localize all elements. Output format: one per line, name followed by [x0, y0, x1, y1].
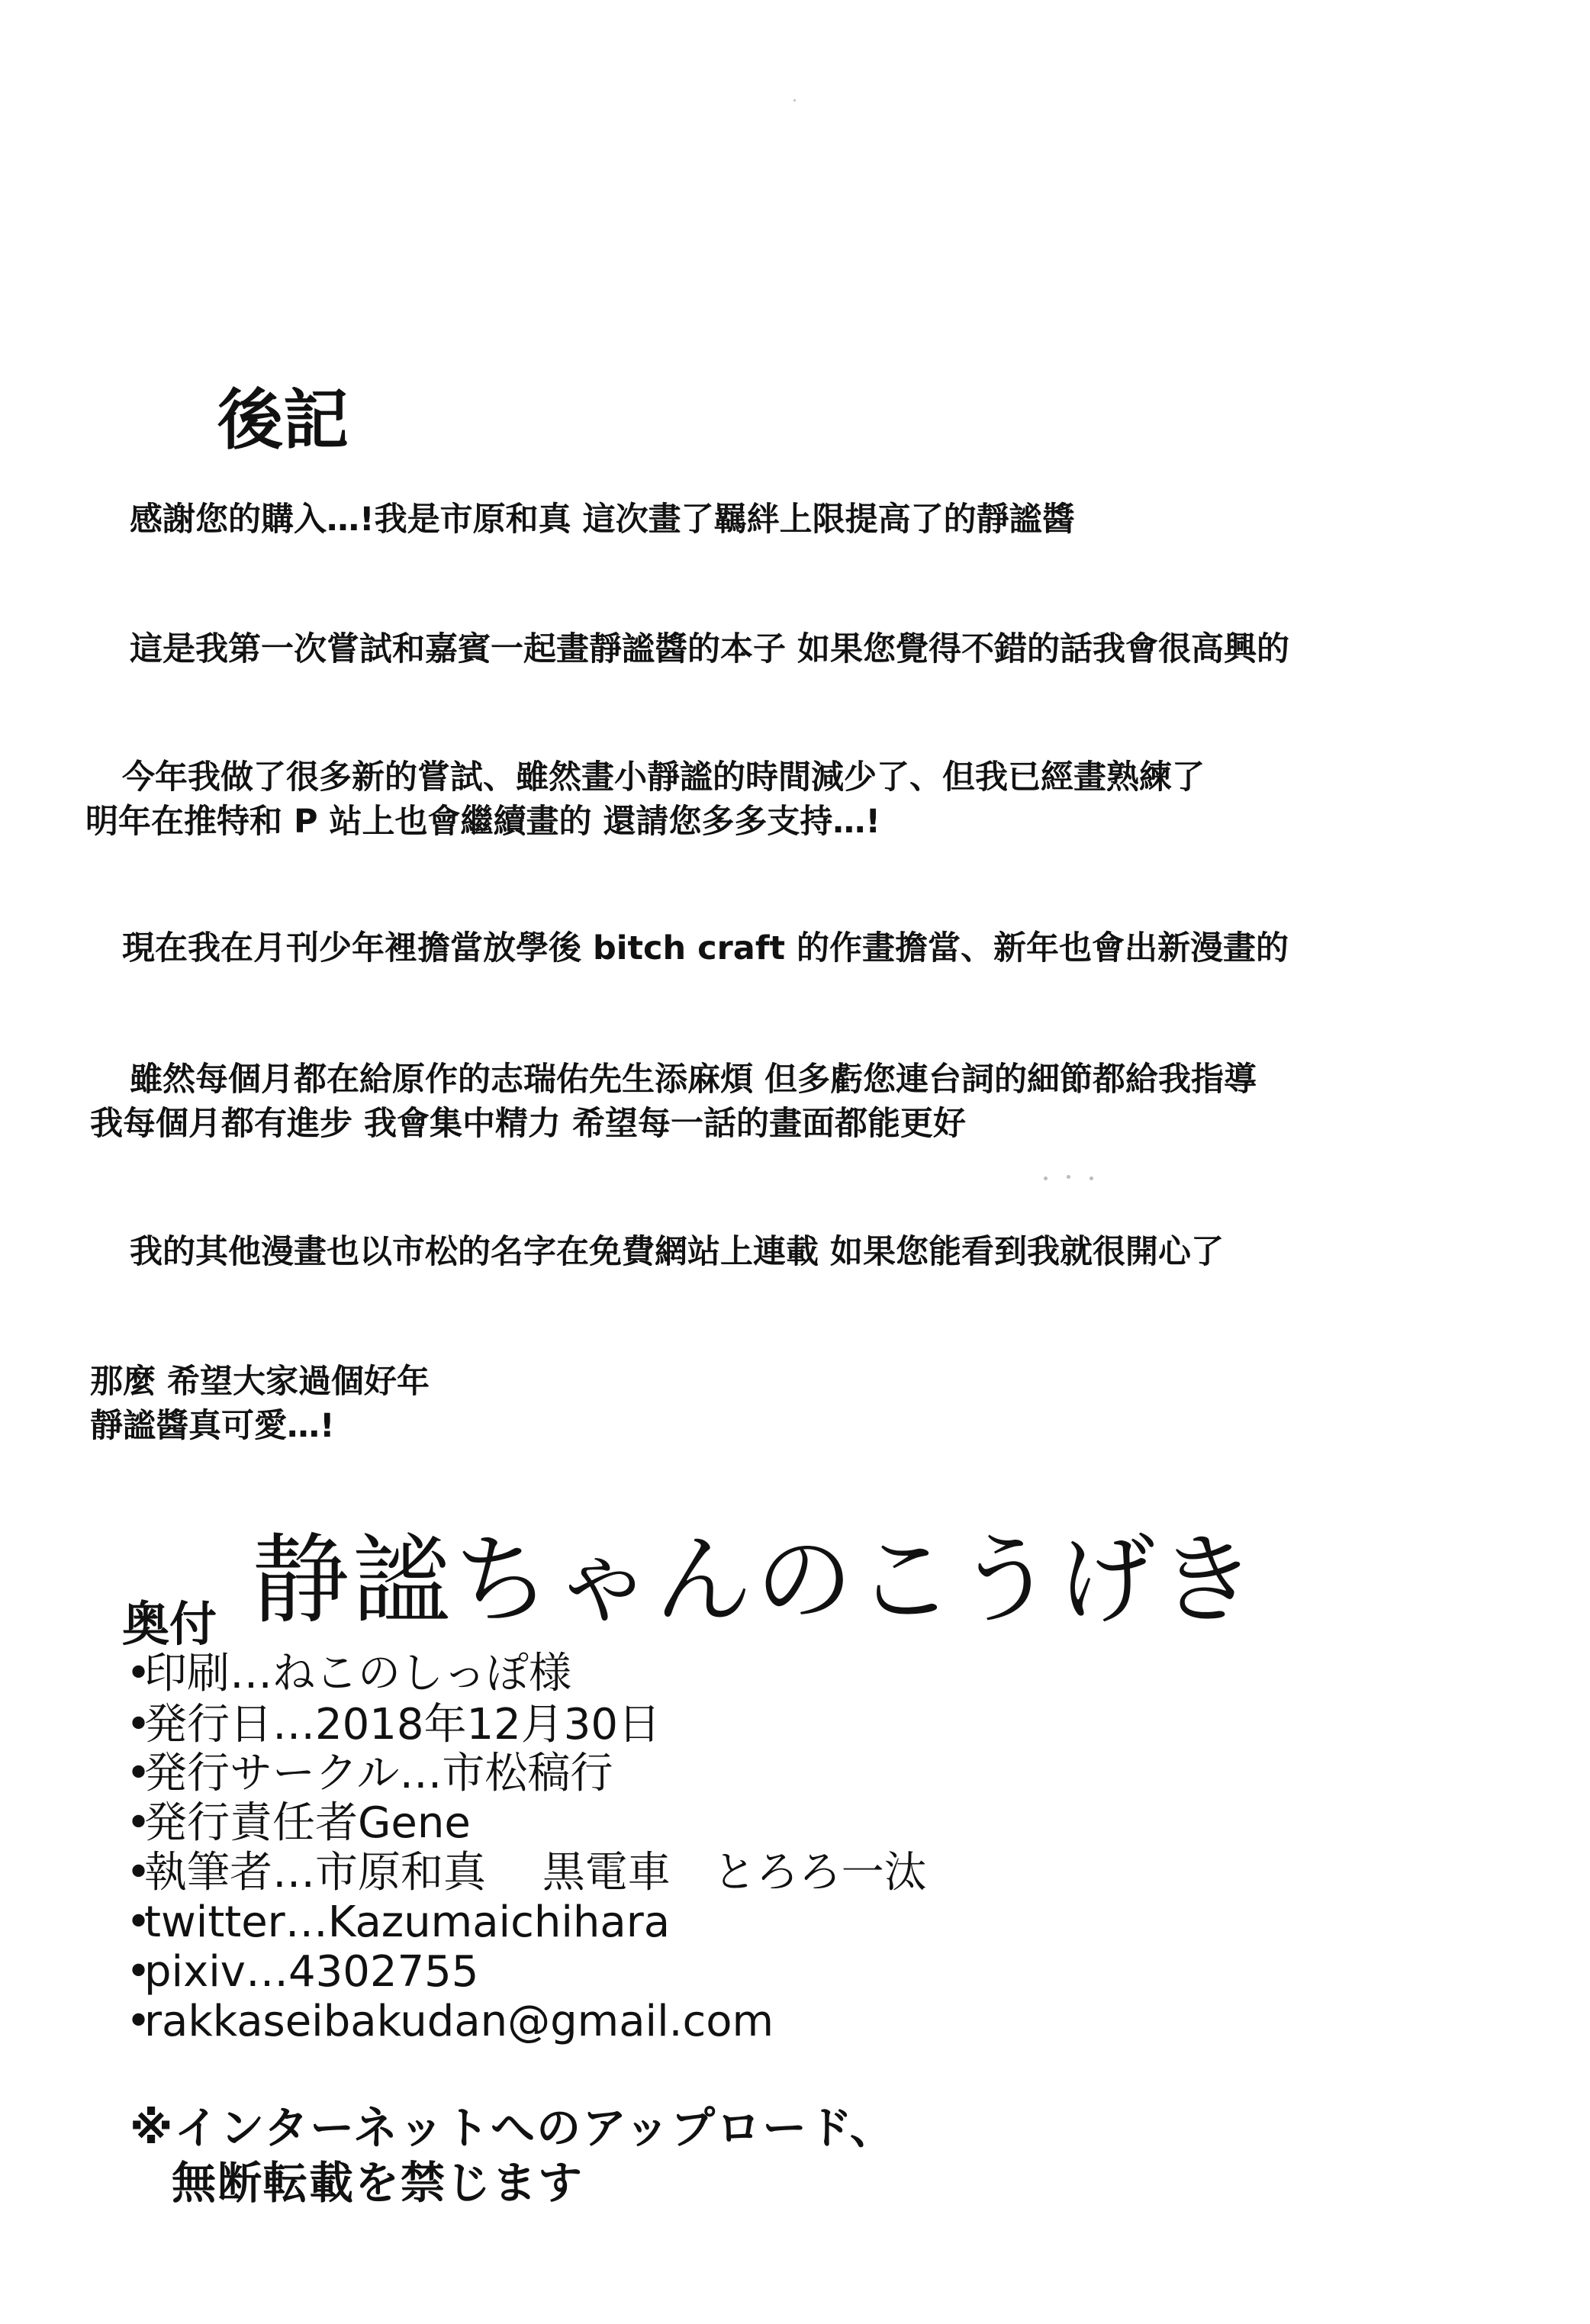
- colophon-item-text: twitter…Kazumaichihara: [144, 1898, 671, 1947]
- bullet: •: [126, 1898, 152, 1947]
- afterword-line-1: 感謝您的購入…!我是市原和真 這次畫了羈絆上限提高了的靜謐醬: [130, 501, 1075, 539]
- colophon-item-circle: [126, 1749, 613, 1798]
- colophon-item-text: rakkaseibakudan@gmail.com: [144, 1997, 774, 2046]
- colophon-item-text: 印刷…ねこのしっぽ様: [144, 1649, 571, 1698]
- bullet: •: [126, 1947, 152, 1997]
- colophon-item-authors: [126, 1848, 927, 1898]
- afterword-line-2: 這是我第一次嘗試和嘉賓一起畫靜謐醬的本子 如果您覺得不錯的話我會很高興的: [130, 630, 1289, 668]
- colophon-item-text: 発行責任者Gene: [144, 1798, 471, 1848]
- afterword-line-5: 現在我在月刊少年裡擔當放學後 bitch craft 的作畫擔當、新年也會出新漫畫的: [122, 929, 1289, 967]
- bullet: •: [126, 1798, 152, 1848]
- colophon-item-printer: [126, 1649, 571, 1698]
- colophon-notice-line-2: 無断転載を禁じます: [172, 2157, 584, 2209]
- bullet: •: [126, 1848, 152, 1898]
- afterword-line-6: 雖然每個月都在給原作的志瑞佑先生添麻煩 但多虧您連台詞的細節都給我指導: [130, 1061, 1257, 1099]
- bullet: •: [126, 1649, 152, 1698]
- colophon-notice-line-1: ※インターネットへのアップロード、: [130, 2102, 896, 2154]
- bullet: •: [126, 1700, 152, 1749]
- colophon-item-date: [126, 1700, 661, 1749]
- colophon-label: 奥付: [122, 1596, 217, 1652]
- bullet: •: [126, 1997, 152, 2046]
- colophon-item-text: 発行日…2018年12月30日: [144, 1700, 661, 1749]
- colophon-item-twitter: [126, 1898, 671, 1947]
- afterword-line-4: 明年在推特和 P 站上也會繼續畫的 還請您多多支持…!: [85, 803, 881, 841]
- colophon-item-text: 執筆者…市原和真 黒電車 とろろ一汰: [144, 1848, 927, 1898]
- scan-speck: [793, 99, 796, 101]
- scan-speck: [1044, 1176, 1048, 1180]
- afterword-title: 後記: [217, 382, 349, 459]
- colophon-item-email: [126, 1997, 774, 2046]
- afterword-line-7: 我每個月都有進步 我會集中精力 希望每一話的畫面都能更好: [90, 1105, 966, 1143]
- colophon-item-publisher: [126, 1798, 471, 1848]
- colophon-item-text: 発行サークル…市松稿行: [144, 1749, 613, 1798]
- afterword-line-10: 靜謐醬真可愛…!: [90, 1407, 335, 1445]
- afterword-line-3: 今年我做了很多新的嘗試、雖然畫小靜謐的時間減少了、但我已經畫熟練了: [122, 758, 1205, 797]
- bullet: •: [126, 1749, 152, 1798]
- scan-speck: [1090, 1176, 1093, 1180]
- afterword-line-9: 那麼 希望大家過個好年: [90, 1363, 430, 1401]
- colophon-title: 静謐ちゃんのこうげき: [252, 1524, 1260, 1637]
- colophon-item-text: pixiv…4302755: [144, 1947, 479, 1997]
- colophon-item-pixiv: [126, 1947, 479, 1997]
- afterword-line-8: 我的其他漫畫也以市松的名字在免費網站上連載 如果您能看到我就很開心了: [130, 1233, 1224, 1271]
- scan-speck: [1067, 1175, 1070, 1179]
